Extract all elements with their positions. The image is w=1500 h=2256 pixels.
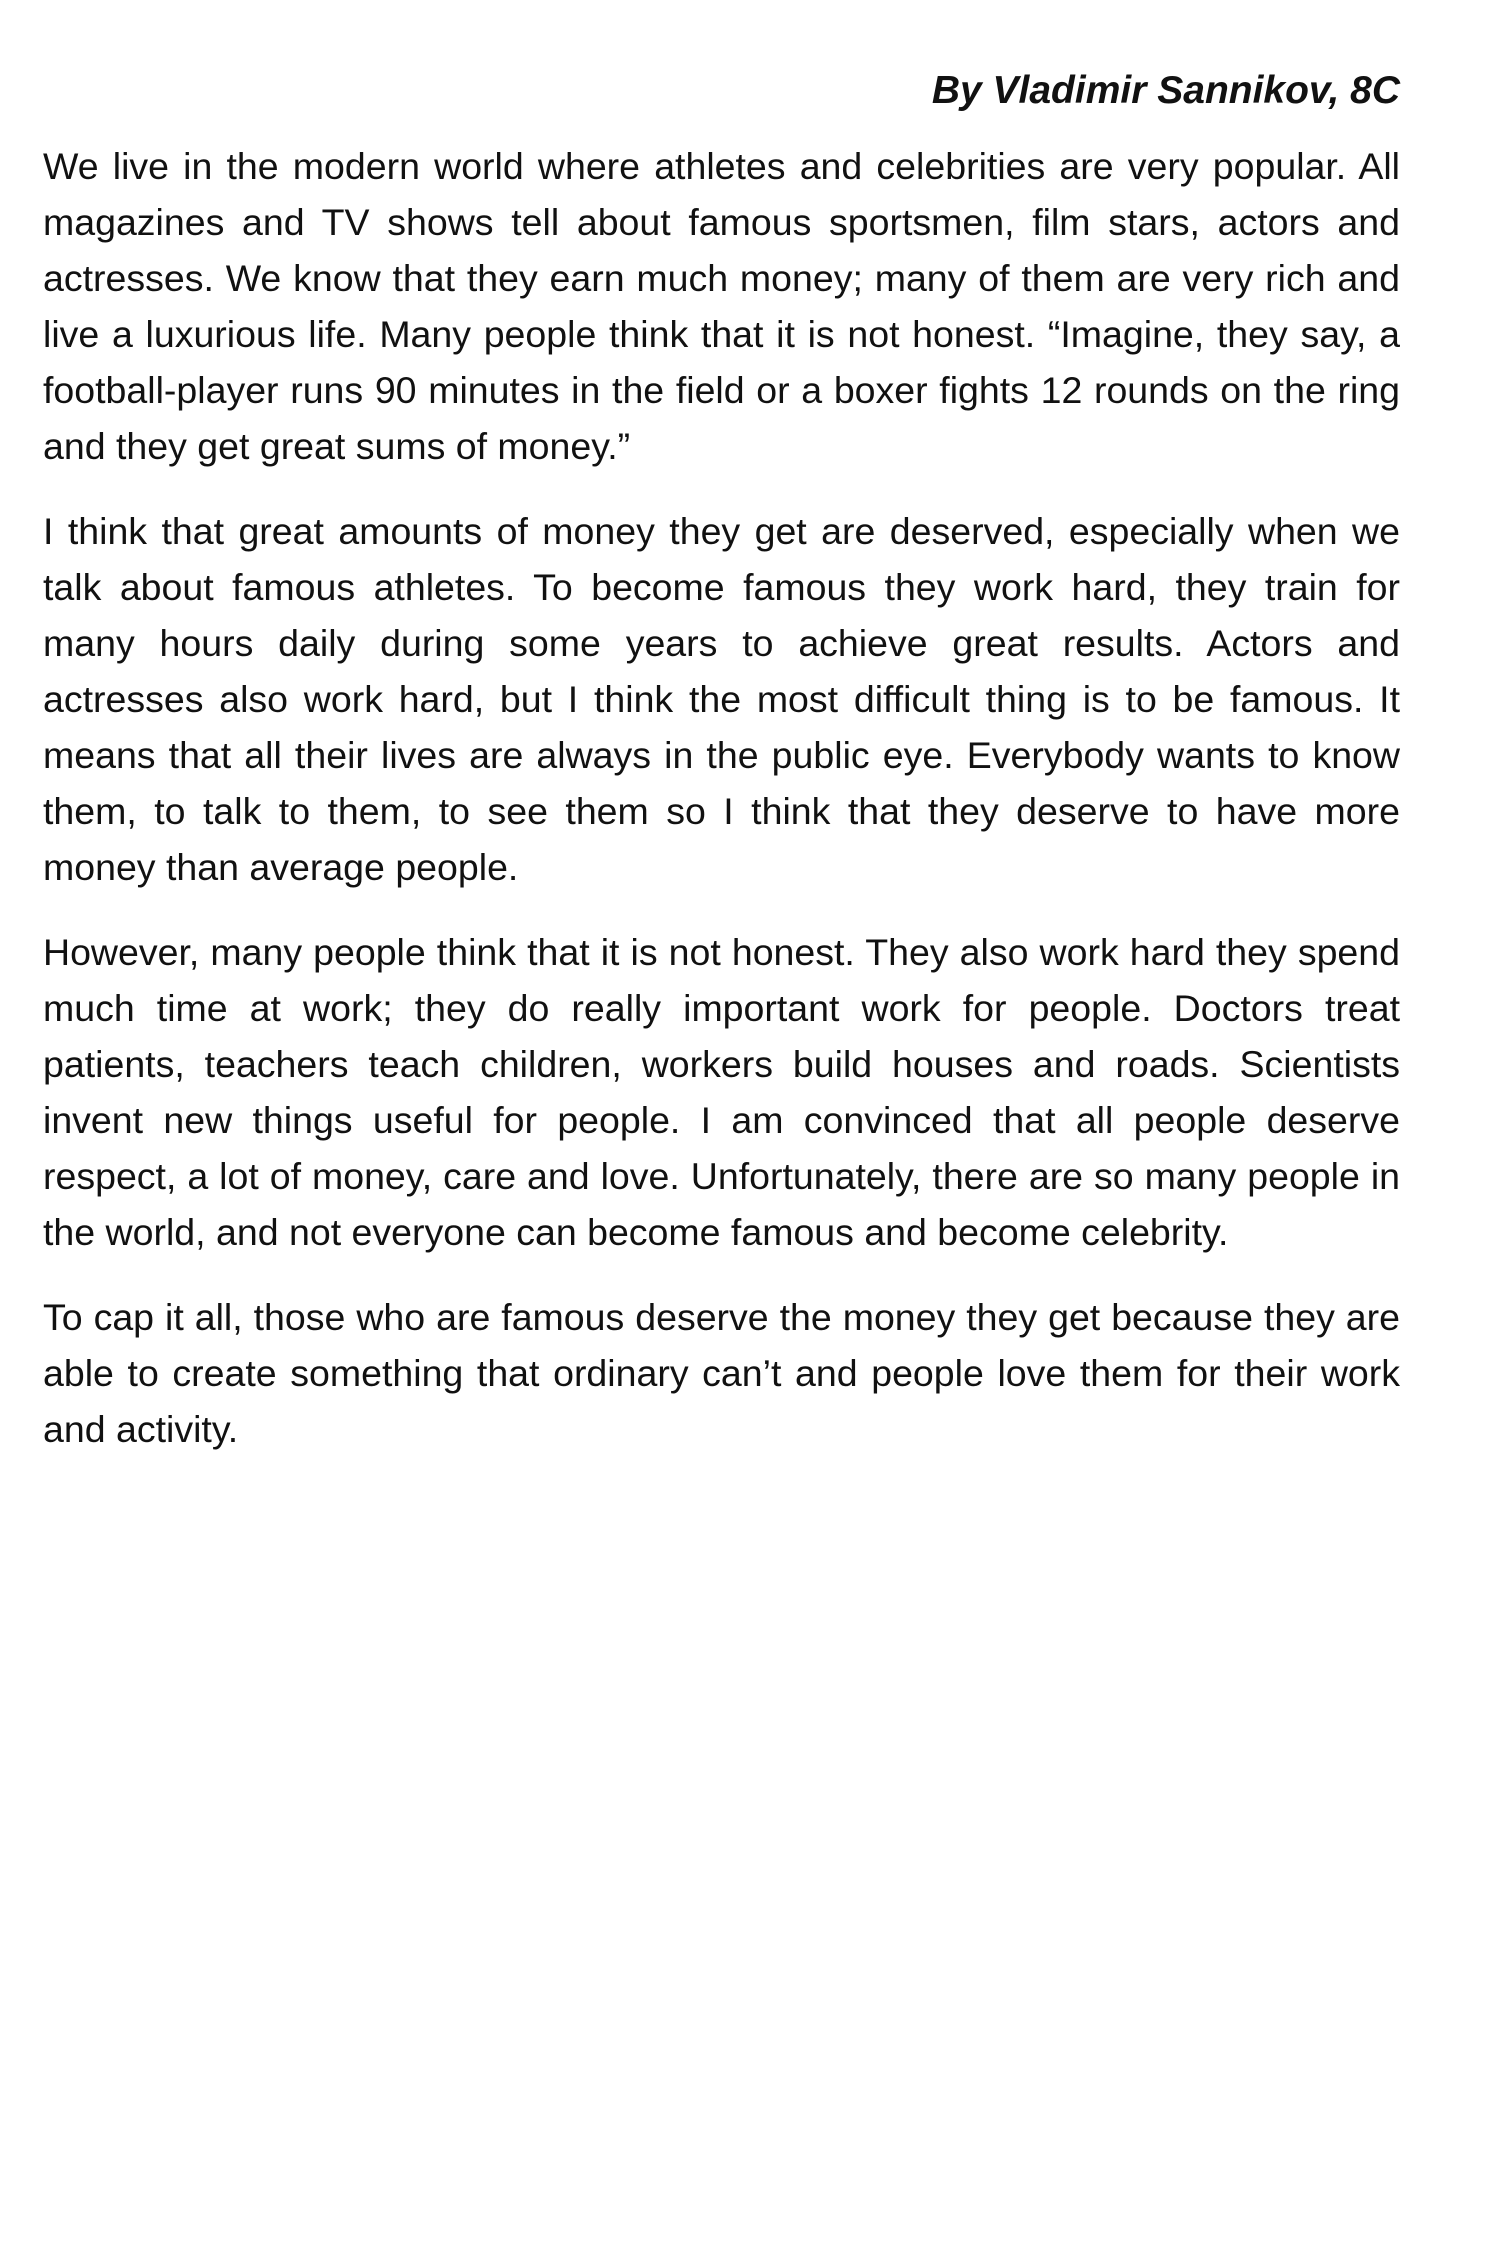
document-page [43, 66, 1400, 1486]
paragraph-intro: We live in the modern world where athletes and celebrities are very popular. All magazines and TV shows tell about famous sportsmen, film stars, actors and actresses. We know that they earn much money; many of them are very rich and live a luxurious life. Many people think that it is not honest. “Imagine, they say, a football-player runs 90 minutes in the field or a boxer fights 12 rounds on the ring and they get great sums of money.” [43, 145, 1400, 467]
paragraph-conclusion: To cap it all, those who are famous deserve the money they get because they are able to create something that ordinary can’t and people love them for their work and activity. [43, 1296, 1400, 1450]
paragraph-deserved: I think that great amounts of money they get are deserved, especially when we talk about famous athletes. To become famous they work hard, they train for many hours daily during some years to achieve great results. Actors and actresses also work hard, but I think the most difficult thing is to be famous. It means that all their lives are always in the public eye. Everybody wants to know them, to talk to them, to see them so I think that they deserve to have more money than average people. [43, 510, 1400, 888]
author-byline: By Vladimir Sannikov, 8C [931, 69, 1400, 112]
paragraph-counterpoint: However, many people think that it is not honest. They also work hard they spend much time at work; they do really important work for people. Doctors treat patients, teachers teach children, workers build houses and roads. Scientists invent new things useful for people. I am convinced that all people deserve respect, a lot of money, care and love. Unfortunately, there are so many people in the world, and not everyone can become famous and become celebrity. [43, 931, 1400, 1253]
